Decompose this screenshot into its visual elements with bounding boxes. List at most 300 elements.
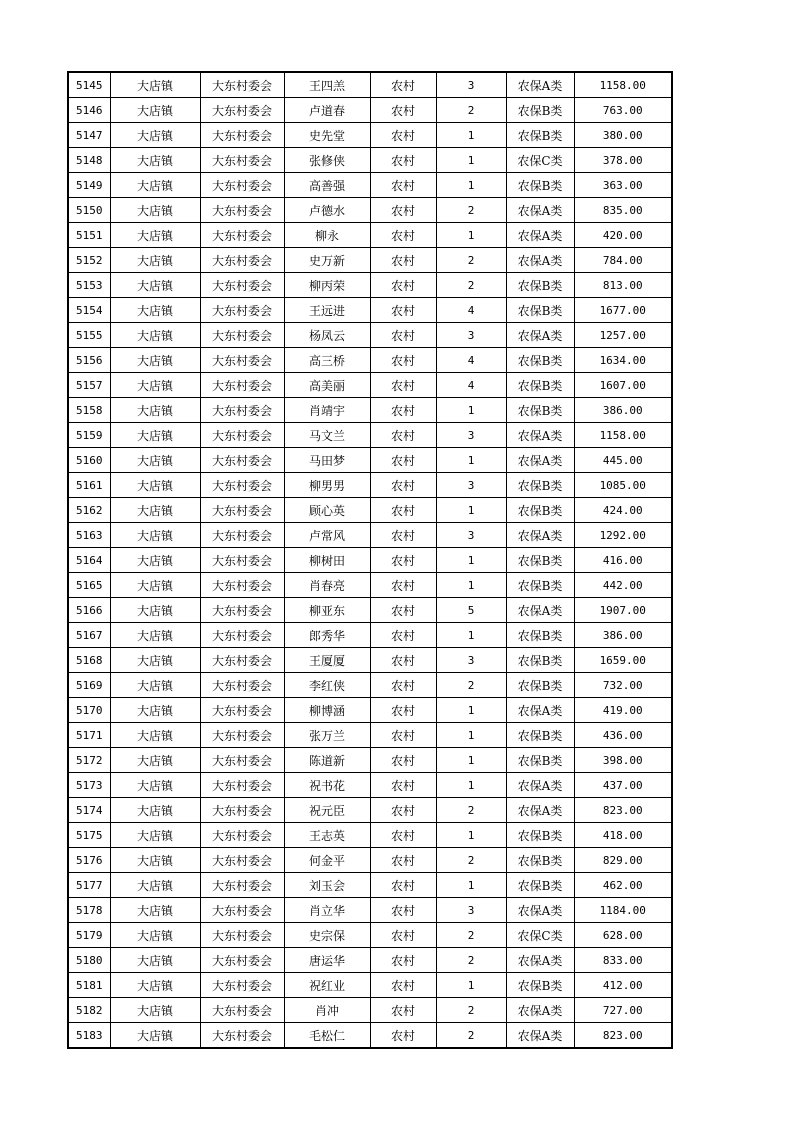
village-committee-cell: 大东村委会 — [200, 673, 284, 698]
town-cell: 大店镇 — [110, 648, 200, 673]
record-id-cell: 5167 — [68, 623, 110, 648]
person-name-cell: 李红侠 — [284, 673, 370, 698]
amount-cell: 1607.00 — [574, 373, 672, 398]
person-name-cell: 柳树田 — [284, 548, 370, 573]
amount-cell: 835.00 — [574, 198, 672, 223]
record-id-cell: 5177 — [68, 873, 110, 898]
village-committee-cell: 大东村委会 — [200, 923, 284, 948]
village-committee-cell: 大东村委会 — [200, 998, 284, 1023]
person-name-cell: 卢德水 — [284, 198, 370, 223]
record-id-cell: 5155 — [68, 323, 110, 348]
amount-cell: 437.00 — [574, 773, 672, 798]
table-row — [68, 423, 672, 448]
record-id-cell: 5150 — [68, 198, 110, 223]
table-row — [68, 623, 672, 648]
household-size-cell: 3 — [436, 423, 506, 448]
town-cell: 大店镇 — [110, 398, 200, 423]
table-row — [68, 748, 672, 773]
residence-type-cell: 农村 — [370, 72, 436, 98]
amount-cell: 1659.00 — [574, 648, 672, 673]
village-committee-cell: 大东村委会 — [200, 348, 284, 373]
town-cell: 大店镇 — [110, 273, 200, 298]
village-committee-cell: 大东村委会 — [200, 1023, 284, 1049]
insurance-class-cell: 农保A类 — [506, 323, 574, 348]
town-cell: 大店镇 — [110, 823, 200, 848]
record-id-cell: 5179 — [68, 923, 110, 948]
insurance-class-cell: 农保A类 — [506, 948, 574, 973]
person-name-cell: 卢常风 — [284, 523, 370, 548]
household-size-cell: 1 — [436, 623, 506, 648]
amount-cell: 419.00 — [574, 698, 672, 723]
residence-type-cell: 农村 — [370, 198, 436, 223]
insurance-class-cell: 农保B类 — [506, 498, 574, 523]
insurance-class-cell: 农保B类 — [506, 823, 574, 848]
town-cell: 大店镇 — [110, 473, 200, 498]
insurance-class-cell: 农保B类 — [506, 273, 574, 298]
residence-type-cell: 农村 — [370, 873, 436, 898]
town-cell: 大店镇 — [110, 998, 200, 1023]
insurance-class-cell: 农保B类 — [506, 373, 574, 398]
record-id-cell: 5156 — [68, 348, 110, 373]
insurance-class-cell: 农保C类 — [506, 923, 574, 948]
table-row — [68, 723, 672, 748]
amount-cell: 727.00 — [574, 998, 672, 1023]
household-size-cell: 1 — [436, 123, 506, 148]
household-size-cell: 3 — [436, 648, 506, 673]
amount-cell: 813.00 — [574, 273, 672, 298]
insurance-class-cell: 农保A类 — [506, 598, 574, 623]
person-name-cell: 马田梦 — [284, 448, 370, 473]
amount-cell: 1085.00 — [574, 473, 672, 498]
person-name-cell: 柳男男 — [284, 473, 370, 498]
village-committee-cell: 大东村委会 — [200, 298, 284, 323]
town-cell: 大店镇 — [110, 223, 200, 248]
amount-cell: 445.00 — [574, 448, 672, 473]
amount-cell: 1292.00 — [574, 523, 672, 548]
town-cell: 大店镇 — [110, 1023, 200, 1049]
amount-cell: 1907.00 — [574, 598, 672, 623]
table-row — [68, 548, 672, 573]
table-row — [68, 873, 672, 898]
town-cell: 大店镇 — [110, 348, 200, 373]
record-id-cell: 5182 — [68, 998, 110, 1023]
record-id-cell: 5176 — [68, 848, 110, 873]
amount-cell: 412.00 — [574, 973, 672, 998]
household-size-cell: 1 — [436, 748, 506, 773]
person-name-cell: 马文兰 — [284, 423, 370, 448]
amount-cell: 436.00 — [574, 723, 672, 748]
amount-cell: 833.00 — [574, 948, 672, 973]
household-size-cell: 2 — [436, 98, 506, 123]
insurance-class-cell: 农保B类 — [506, 398, 574, 423]
village-committee-cell: 大东村委会 — [200, 223, 284, 248]
person-name-cell: 高三桥 — [284, 348, 370, 373]
record-id-cell: 5171 — [68, 723, 110, 748]
amount-cell: 732.00 — [574, 673, 672, 698]
amount-cell: 1634.00 — [574, 348, 672, 373]
residence-type-cell: 农村 — [370, 823, 436, 848]
village-committee-cell: 大东村委会 — [200, 523, 284, 548]
record-id-cell: 5153 — [68, 273, 110, 298]
record-id-cell: 5169 — [68, 673, 110, 698]
insurance-class-cell: 农保B类 — [506, 173, 574, 198]
amount-cell: 416.00 — [574, 548, 672, 573]
residence-type-cell: 农村 — [370, 923, 436, 948]
residence-type-cell: 农村 — [370, 398, 436, 423]
record-id-cell: 5158 — [68, 398, 110, 423]
residence-type-cell: 农村 — [370, 998, 436, 1023]
town-cell: 大店镇 — [110, 798, 200, 823]
residence-type-cell: 农村 — [370, 648, 436, 673]
town-cell: 大店镇 — [110, 423, 200, 448]
insurance-class-cell: 农保B类 — [506, 723, 574, 748]
town-cell: 大店镇 — [110, 523, 200, 548]
residence-type-cell: 农村 — [370, 373, 436, 398]
record-id-cell: 5174 — [68, 798, 110, 823]
table-row — [68, 573, 672, 598]
table-row — [68, 473, 672, 498]
residence-type-cell: 农村 — [370, 598, 436, 623]
amount-cell: 386.00 — [574, 623, 672, 648]
table-row — [68, 648, 672, 673]
amount-cell: 763.00 — [574, 98, 672, 123]
village-committee-cell: 大东村委会 — [200, 173, 284, 198]
residence-type-cell: 农村 — [370, 498, 436, 523]
record-id-cell: 5173 — [68, 773, 110, 798]
record-id-cell: 5172 — [68, 748, 110, 773]
town-cell: 大店镇 — [110, 898, 200, 923]
person-name-cell: 柳永 — [284, 223, 370, 248]
household-size-cell: 2 — [436, 273, 506, 298]
village-committee-cell: 大东村委会 — [200, 98, 284, 123]
residence-type-cell: 农村 — [370, 348, 436, 373]
town-cell: 大店镇 — [110, 198, 200, 223]
town-cell: 大店镇 — [110, 873, 200, 898]
insurance-class-cell: 农保A类 — [506, 423, 574, 448]
table-body — [68, 72, 672, 1048]
record-id-cell: 5145 — [68, 72, 110, 98]
table-row — [68, 98, 672, 123]
amount-cell: 380.00 — [574, 123, 672, 148]
amount-cell: 823.00 — [574, 1023, 672, 1049]
town-cell: 大店镇 — [110, 548, 200, 573]
record-id-cell: 5175 — [68, 823, 110, 848]
village-committee-cell: 大东村委会 — [200, 323, 284, 348]
amount-cell: 363.00 — [574, 173, 672, 198]
town-cell: 大店镇 — [110, 248, 200, 273]
person-name-cell: 顾心英 — [284, 498, 370, 523]
town-cell: 大店镇 — [110, 123, 200, 148]
person-name-cell: 柳丙荣 — [284, 273, 370, 298]
insurance-class-cell: 农保B类 — [506, 973, 574, 998]
town-cell: 大店镇 — [110, 323, 200, 348]
amount-cell: 784.00 — [574, 248, 672, 273]
household-size-cell: 2 — [436, 248, 506, 273]
person-name-cell: 祝元臣 — [284, 798, 370, 823]
person-name-cell: 张修侠 — [284, 148, 370, 173]
table-row — [68, 223, 672, 248]
village-committee-cell: 大东村委会 — [200, 473, 284, 498]
amount-cell: 442.00 — [574, 573, 672, 598]
amount-cell: 1677.00 — [574, 298, 672, 323]
amount-cell: 418.00 — [574, 823, 672, 848]
person-name-cell: 高美丽 — [284, 373, 370, 398]
residence-type-cell: 农村 — [370, 723, 436, 748]
household-size-cell: 2 — [436, 1023, 506, 1049]
table-row — [68, 898, 672, 923]
insurance-class-cell: 农保A类 — [506, 798, 574, 823]
town-cell: 大店镇 — [110, 723, 200, 748]
village-committee-cell: 大东村委会 — [200, 823, 284, 848]
village-committee-cell: 大东村委会 — [200, 423, 284, 448]
household-size-cell: 2 — [436, 948, 506, 973]
village-committee-cell: 大东村委会 — [200, 973, 284, 998]
person-name-cell: 王远进 — [284, 298, 370, 323]
residence-type-cell: 农村 — [370, 973, 436, 998]
table-row — [68, 798, 672, 823]
record-id-cell: 5164 — [68, 548, 110, 573]
town-cell: 大店镇 — [110, 72, 200, 98]
insurance-class-cell: 农保B类 — [506, 748, 574, 773]
residence-type-cell: 农村 — [370, 848, 436, 873]
household-size-cell: 2 — [436, 673, 506, 698]
household-size-cell: 1 — [436, 823, 506, 848]
town-cell: 大店镇 — [110, 448, 200, 473]
town-cell: 大店镇 — [110, 573, 200, 598]
table-row — [68, 298, 672, 323]
town-cell: 大店镇 — [110, 148, 200, 173]
residence-type-cell: 农村 — [370, 773, 436, 798]
amount-cell: 424.00 — [574, 498, 672, 523]
table-row — [68, 598, 672, 623]
table-row — [68, 523, 672, 548]
residence-type-cell: 农村 — [370, 98, 436, 123]
household-size-cell: 2 — [436, 923, 506, 948]
household-size-cell: 3 — [436, 473, 506, 498]
record-id-cell: 5157 — [68, 373, 110, 398]
table-row — [68, 948, 672, 973]
insurance-class-cell: 农保B类 — [506, 473, 574, 498]
amount-cell: 462.00 — [574, 873, 672, 898]
town-cell: 大店镇 — [110, 748, 200, 773]
insurance-class-cell: 农保A类 — [506, 198, 574, 223]
residence-type-cell: 农村 — [370, 223, 436, 248]
household-size-cell: 1 — [436, 148, 506, 173]
household-size-cell: 1 — [436, 698, 506, 723]
record-id-cell: 5161 — [68, 473, 110, 498]
table-row — [68, 498, 672, 523]
amount-cell: 1158.00 — [574, 72, 672, 98]
record-id-cell: 5168 — [68, 648, 110, 673]
insurance-class-cell: 农保B类 — [506, 348, 574, 373]
person-name-cell: 王志英 — [284, 823, 370, 848]
record-id-cell: 5170 — [68, 698, 110, 723]
residence-type-cell: 农村 — [370, 423, 436, 448]
person-name-cell: 卢道春 — [284, 98, 370, 123]
amount-cell: 398.00 — [574, 748, 672, 773]
amount-cell: 386.00 — [574, 398, 672, 423]
table-row — [68, 848, 672, 873]
town-cell: 大店镇 — [110, 623, 200, 648]
person-name-cell: 肖靖宇 — [284, 398, 370, 423]
person-name-cell: 王四羔 — [284, 72, 370, 98]
village-committee-cell: 大东村委会 — [200, 398, 284, 423]
insurance-class-cell: 农保B类 — [506, 123, 574, 148]
residence-type-cell: 农村 — [370, 323, 436, 348]
record-id-cell: 5183 — [68, 1023, 110, 1049]
table-row — [68, 923, 672, 948]
household-size-cell: 2 — [436, 798, 506, 823]
household-size-cell: 1 — [436, 223, 506, 248]
household-size-cell: 1 — [436, 973, 506, 998]
residence-type-cell: 农村 — [370, 1023, 436, 1049]
village-committee-cell: 大东村委会 — [200, 598, 284, 623]
record-id-cell: 5160 — [68, 448, 110, 473]
table-row — [68, 148, 672, 173]
residence-type-cell: 农村 — [370, 523, 436, 548]
table-row — [68, 698, 672, 723]
town-cell: 大店镇 — [110, 923, 200, 948]
person-name-cell: 刘玉会 — [284, 873, 370, 898]
record-id-cell: 5166 — [68, 598, 110, 623]
insurance-class-cell: 农保A类 — [506, 223, 574, 248]
village-committee-cell: 大东村委会 — [200, 748, 284, 773]
table-row — [68, 348, 672, 373]
insurance-class-cell: 农保A类 — [506, 1023, 574, 1049]
residence-type-cell: 农村 — [370, 573, 436, 598]
residence-type-cell: 农村 — [370, 248, 436, 273]
village-committee-cell: 大东村委会 — [200, 198, 284, 223]
village-committee-cell: 大东村委会 — [200, 848, 284, 873]
record-id-cell: 5163 — [68, 523, 110, 548]
person-name-cell: 毛松仁 — [284, 1023, 370, 1049]
residence-type-cell: 农村 — [370, 298, 436, 323]
town-cell: 大店镇 — [110, 973, 200, 998]
household-size-cell: 1 — [436, 573, 506, 598]
amount-cell: 378.00 — [574, 148, 672, 173]
table-row — [68, 673, 672, 698]
person-name-cell: 张万兰 — [284, 723, 370, 748]
household-size-cell: 2 — [436, 998, 506, 1023]
village-committee-cell: 大东村委会 — [200, 898, 284, 923]
record-id-cell: 5148 — [68, 148, 110, 173]
residence-type-cell: 农村 — [370, 173, 436, 198]
residence-type-cell: 农村 — [370, 448, 436, 473]
amount-cell: 1184.00 — [574, 898, 672, 923]
record-id-cell: 5180 — [68, 948, 110, 973]
residence-type-cell: 农村 — [370, 623, 436, 648]
record-id-cell: 5149 — [68, 173, 110, 198]
town-cell: 大店镇 — [110, 373, 200, 398]
person-name-cell: 柳博涵 — [284, 698, 370, 723]
insurance-class-cell: 农保B类 — [506, 623, 574, 648]
table-row — [68, 973, 672, 998]
residence-type-cell: 农村 — [370, 123, 436, 148]
town-cell: 大店镇 — [110, 298, 200, 323]
household-size-cell: 5 — [436, 598, 506, 623]
person-name-cell: 史宗保 — [284, 923, 370, 948]
household-size-cell: 1 — [436, 873, 506, 898]
household-size-cell: 1 — [436, 398, 506, 423]
record-id-cell: 5159 — [68, 423, 110, 448]
table-row — [68, 448, 672, 473]
household-size-cell: 1 — [436, 548, 506, 573]
village-committee-cell: 大东村委会 — [200, 373, 284, 398]
insurance-class-cell: 农保B类 — [506, 848, 574, 873]
town-cell: 大店镇 — [110, 773, 200, 798]
table-row — [68, 398, 672, 423]
table-row — [68, 1023, 672, 1049]
village-committee-cell: 大东村委会 — [200, 723, 284, 748]
insurance-class-cell: 农保A类 — [506, 448, 574, 473]
insurance-class-cell: 农保C类 — [506, 148, 574, 173]
residence-type-cell: 农村 — [370, 948, 436, 973]
village-committee-cell: 大东村委会 — [200, 498, 284, 523]
record-id-cell: 5154 — [68, 298, 110, 323]
person-name-cell: 王厦厦 — [284, 648, 370, 673]
amount-cell: 420.00 — [574, 223, 672, 248]
household-size-cell: 4 — [436, 298, 506, 323]
table-row — [68, 998, 672, 1023]
amount-cell: 628.00 — [574, 923, 672, 948]
insurance-class-cell: 农保B类 — [506, 298, 574, 323]
person-name-cell: 史万新 — [284, 248, 370, 273]
table-row — [68, 773, 672, 798]
table-row — [68, 72, 672, 98]
person-name-cell: 何金平 — [284, 848, 370, 873]
person-name-cell: 杨凤云 — [284, 323, 370, 348]
record-id-cell: 5165 — [68, 573, 110, 598]
village-committee-cell: 大东村委会 — [200, 798, 284, 823]
village-committee-cell: 大东村委会 — [200, 548, 284, 573]
insurance-class-cell: 农保B类 — [506, 673, 574, 698]
table-row — [68, 173, 672, 198]
village-committee-cell: 大东村委会 — [200, 448, 284, 473]
household-size-cell: 1 — [436, 723, 506, 748]
residence-type-cell: 农村 — [370, 748, 436, 773]
village-committee-cell: 大东村委会 — [200, 123, 284, 148]
person-name-cell: 郎秀华 — [284, 623, 370, 648]
town-cell: 大店镇 — [110, 173, 200, 198]
person-name-cell: 陈道新 — [284, 748, 370, 773]
table-row — [68, 248, 672, 273]
person-name-cell: 肖冲 — [284, 998, 370, 1023]
insurance-class-cell: 农保B类 — [506, 648, 574, 673]
person-name-cell: 肖立华 — [284, 898, 370, 923]
residence-type-cell: 农村 — [370, 673, 436, 698]
village-committee-cell: 大东村委会 — [200, 148, 284, 173]
town-cell: 大店镇 — [110, 598, 200, 623]
town-cell: 大店镇 — [110, 98, 200, 123]
residence-type-cell: 农村 — [370, 273, 436, 298]
insurance-class-cell: 农保B类 — [506, 573, 574, 598]
table-row — [68, 323, 672, 348]
record-id-cell: 5162 — [68, 498, 110, 523]
person-name-cell: 唐运华 — [284, 948, 370, 973]
residence-type-cell: 农村 — [370, 898, 436, 923]
village-committee-cell: 大东村委会 — [200, 698, 284, 723]
household-size-cell: 3 — [436, 523, 506, 548]
person-name-cell: 柳亚东 — [284, 598, 370, 623]
insurance-class-cell: 农保A类 — [506, 72, 574, 98]
table-row — [68, 273, 672, 298]
village-committee-cell: 大东村委会 — [200, 72, 284, 98]
person-name-cell: 祝红业 — [284, 973, 370, 998]
village-committee-cell: 大东村委会 — [200, 623, 284, 648]
household-size-cell: 4 — [436, 348, 506, 373]
household-size-cell: 4 — [436, 373, 506, 398]
amount-cell: 829.00 — [574, 848, 672, 873]
